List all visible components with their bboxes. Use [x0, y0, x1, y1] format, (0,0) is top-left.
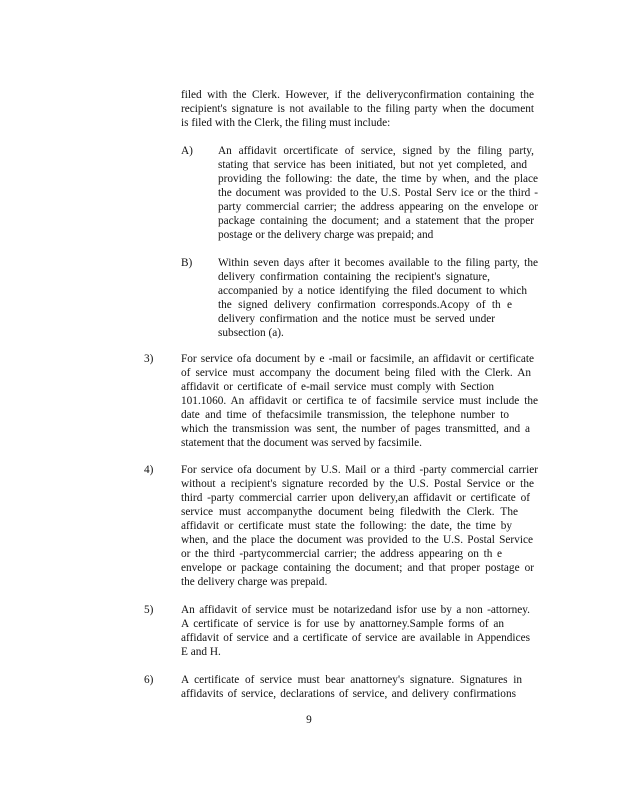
text-line: affidavits of service, declarations of service, and delivery confirmations — [181, 688, 516, 700]
text-line: Within seven days after it becomes available to the filing party, the — [218, 257, 538, 269]
list-marker: 6) — [144, 674, 154, 686]
text-line: the document was provided to the U.S. Postal Serv ice or the third - — [218, 187, 538, 199]
text-line: recipient's signature is not available to the filing party when the document — [181, 103, 534, 115]
list-marker: A) — [181, 145, 193, 157]
list-marker: B) — [181, 257, 193, 269]
text-line: For service ofa document by e -mail or facsimile, an affidavit or certificate — [181, 353, 534, 365]
text-line: service must accompanythe document being filedwith the Clerk. The — [181, 506, 518, 518]
text-line: envelope or package containing the document; and that proper postage or — [181, 562, 534, 574]
text-line: subsection (a). — [218, 327, 284, 339]
page-number: 9 — [306, 714, 312, 726]
text-line: 101.1060. An affidavit or certifica te of facsimile service must include the — [181, 395, 538, 407]
text-line: A certificate of service must bear anattorney's signature. Signatures in — [181, 674, 522, 686]
text-line: party commercial carrier; the address appearing on the envelope or — [218, 201, 538, 213]
text-line: is filed with the Clerk, the filing must include: — [181, 117, 391, 129]
text-line: or the third -partycommercial carrier; the address appearing on th e — [181, 548, 502, 560]
text-line: package containing the document; and a statement that the proper — [218, 215, 534, 227]
text-line: when, and the place the document was provided to the U.S. Postal Service — [181, 534, 533, 546]
text-line: An affidavit orcertificate of service, signed by the filing party, — [218, 145, 534, 157]
text-line: the signed delivery confirmation corresponds.Acopy of th e — [218, 299, 512, 311]
text-line: accompanied by a notice identifying the filed document to which — [218, 285, 527, 297]
text-line: without a recipient's signature recorded by the U.S. Postal Service or the — [181, 478, 534, 490]
list-marker: 4) — [144, 464, 154, 476]
text-line: statement that the document was served by facsimile. — [181, 437, 422, 449]
text-line: affidavit or certificate of e-mail service must comply with Section — [181, 381, 494, 393]
text-line: For service ofa document by U.S. Mail or a third -party commercial carrier — [181, 464, 538, 476]
text-line: affidavit or certificate must state the following: the date, the time by — [181, 520, 512, 532]
text-line: An affidavit of service must be notarizedand isfor use by a non -attorney. — [181, 604, 530, 616]
text-line: postage or the delivery charge was prepaid; and — [218, 229, 434, 241]
text-line: E and H. — [181, 646, 221, 658]
text-line: delivery confirmation and the notice must be served under — [218, 313, 495, 325]
list-marker: 3) — [144, 353, 154, 365]
text-line: filed with the Clerk. However, if the deliveryconfirmation containing the — [181, 89, 534, 101]
text-line: of service must accompany the document being filed with the Clerk. An — [181, 367, 531, 379]
text-line: providing the following: the date, the time by when, and the place — [218, 173, 538, 185]
text-line: third -party commercial carrier upon delivery,an affidavit or certificate of — [181, 492, 530, 504]
list-marker: 5) — [144, 604, 154, 616]
text-line: the delivery charge was prepaid. — [181, 576, 328, 588]
text-line: delivery confirmation containing the recipient's signature, — [218, 271, 490, 283]
text-line: which the transmission was sent, the number of pages transmitted, and a — [181, 423, 530, 435]
text-line: date and time of thefacsimile transmission, the telephone number to — [181, 409, 509, 421]
text-line: stating that service has been initiated, but not yet completed, and — [218, 159, 527, 171]
text-line: A certificate of service is for use by anattorney.Sample forms of an — [181, 618, 504, 630]
text-line: affidavit of service and a certificate of service are available in Appendices — [181, 632, 530, 644]
